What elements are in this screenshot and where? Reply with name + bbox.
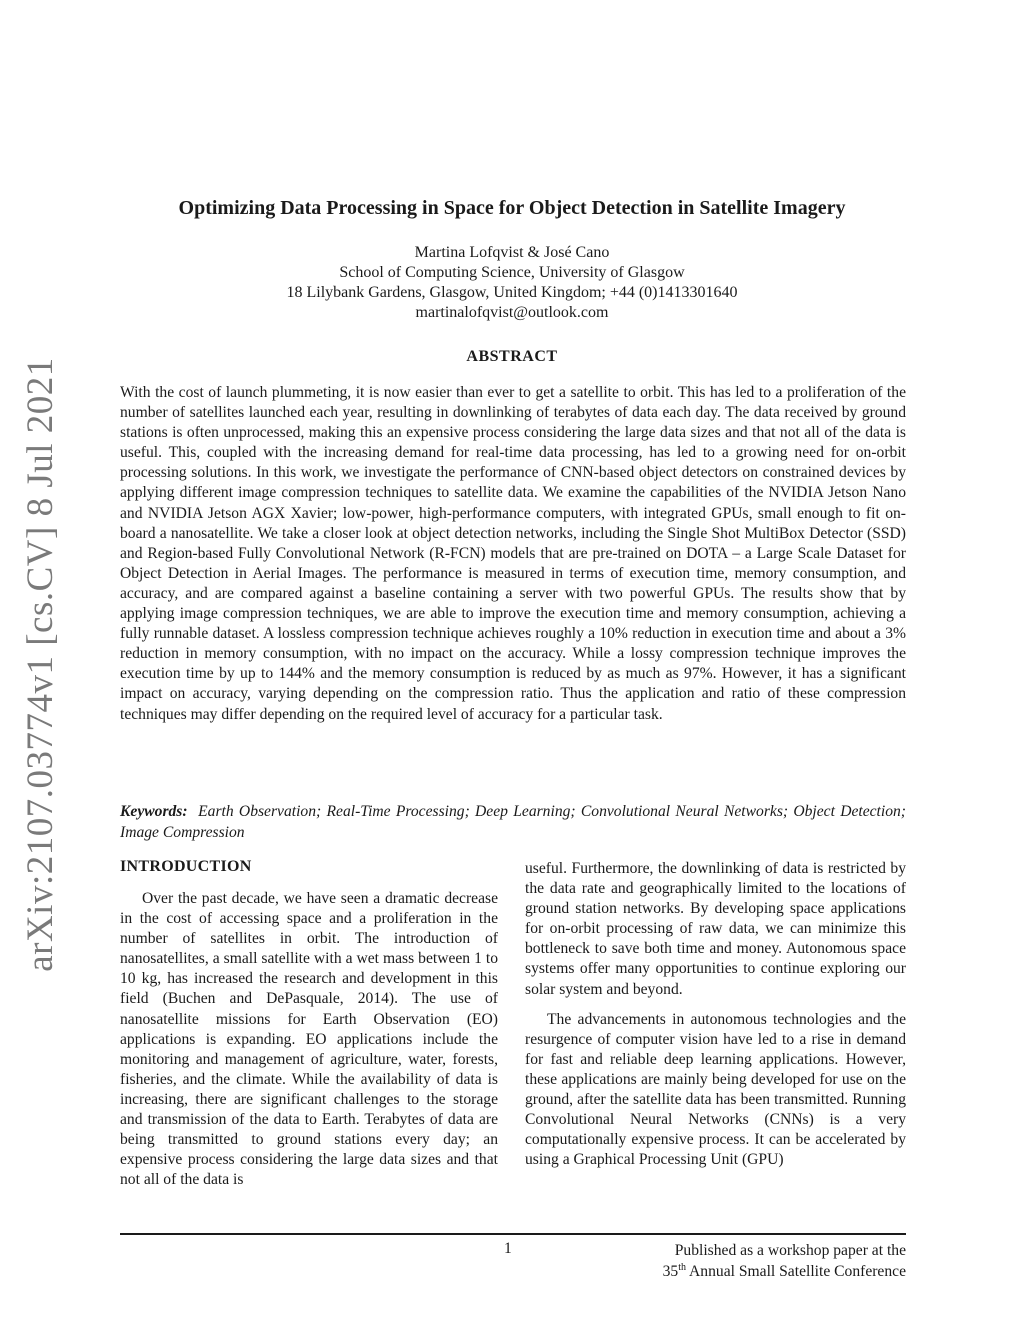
keywords-text: Earth Observation; Real-Time Processing; Deep Learning; Convolutional Neural Networks; Object Detection; Image Compression	[120, 803, 907, 841]
footer-note	[663, 1240, 906, 1282]
author-names: Martina Lofqvist & José Cano	[414, 244, 610, 261]
intro-column-right	[525, 859, 906, 1180]
introduction-heading: INTRODUCTION	[120, 858, 252, 875]
page-number: 1	[504, 1240, 512, 1257]
author-affiliation: School of Computing Science, University of Glasgow	[339, 264, 685, 281]
footer-line-1: Published as a workshop paper at the	[674, 1242, 906, 1259]
paper-title: Optimizing Data Processing in Space for Object Detection in Satellite Imagery	[178, 197, 846, 219]
author-block	[150, 243, 874, 323]
intro-column-left: Over the past decade, we have seen a dramatic decrease in the cost of accessing space and a proliferation in the number of satellites in orbit. The introduction of nanosatellites, a small satellite with a wet mass between 1 to 10 kg, has increased the research and development in this field (Buchen and DePasquale, 2014). The use of nanosatellite missions for Earth Observation (EO) applications is expanding. EO applications include the monitoring and management of agriculture, water, forests, fisheries, and the climate. While the availability of data is increasing, there are significant challenges to the storage and transmission of the data to Earth. Terabytes of data are being transmitted to ground stations every day; an expensive process considering the large data sizes and that not all of the data is	[120, 890, 498, 1189]
footer-ordinal-number: 35	[662, 1263, 679, 1280]
abstract-text: With the cost of launch plummeting, it is now easier than ever to get a satellite to orbit. This has led to a proliferation of the number of satellites launched each year, resulting in downlinking of terabytes of data each day. The data received by ground stations is often unprocessed, making this an expensive process considering the large data sizes and that not all of the data is useful. This, coupled with the increasing demand for real-time data processing, has led to a growing need for on-orbit processing solutions. In this work, we investigate the performance of CNN-based object detectors on constrained devices by applying different image compression techniques to satellite data. We examine the capabilities of the NVIDIA Jetson Nano and NVIDIA Jetson AGX Xavier; low-power, high-performance computers, with integrated GPUs, small enough to fit on-board a nanosatellite. We take a closer look at object detection networks, including the Single Shot MultiBox Detector (SSD) and Region-based Fully Convolutional Network (R-FCN) models that are pre-trained on DOTA – a Large Scale Dataset for Object Detection in Aerial Images. The performance is measured in terms of execution time, memory consumption, and accuracy, and are compared against a baseline containing a server with two powerful GPUs. The results show that by applying image compression techniques, we are able to improve the execution time and memory consumption, achieving a fully runnable dataset. A lossless compression technique achieves roughly a 10% reduction in execution time and about a 3% reduction in memory consumption, with no impact on the accuracy. While a lossy compression technique improves the execution time by up to 144% and the memory consumption is reduced by as much as 97%. However, it has a significant impact on accuracy, varying depending on the compression ratio. Thus the application and ratio of these compression techniques may differ depending on the required level of accuracy for a particular task.	[120, 384, 906, 723]
keywords-label: Keywords:	[120, 803, 188, 820]
arxiv-stamp	[19, 357, 61, 972]
keywords	[120, 802, 906, 843]
footer-line-2	[663, 1261, 906, 1282]
abstract-heading: ABSTRACT	[466, 348, 558, 365]
intro-paragraph-continued: useful. Furthermore, the downlinking of data is restricted by the data rate and geographically limited to the locations of ground station networks. By developing space applications for on-orbit processing of raw data, we can minimize this bottleneck to save both time and money. Autonomous space systems offer many opportunities to continue exploring our solar system and beyond.	[525, 860, 906, 998]
footer-ordinal-suffix: th	[678, 1262, 686, 1273]
author-email: martinalofqvist@outlook.com	[415, 304, 609, 321]
arxiv-id: arXiv:2107.03774v1 [cs.CV] 8 Jul 2021	[19, 357, 61, 972]
author-address: 18 Lilybank Gardens, Glasgow, United Kingdom; +44 (0)1413301640	[286, 284, 738, 301]
footer-rule	[120, 1233, 906, 1235]
footer-conference: Annual Small Satellite Conference	[689, 1263, 906, 1280]
intro-paragraph-2: The advancements in autonomous technologies and the resurgence of computer vision have led to a rise in demand for fast and reliable deep learning applications. However, these applications are mainly being developed for use on the ground, after the satellite data has been transmitted. Running Convolutional Neural Networks (CNNs) is a very computationally expensive process. It can be accelerated by using a Graphical Processing Unit (GPU)	[525, 1010, 906, 1169]
